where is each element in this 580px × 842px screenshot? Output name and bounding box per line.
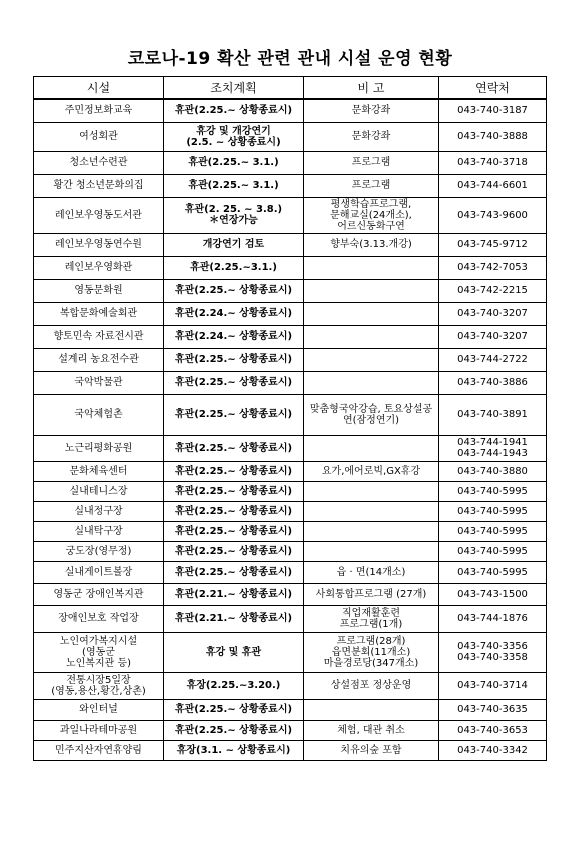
note-cell [304,348,439,371]
contact-cell: 043-740-5995 [439,481,547,501]
contact-cell: 043-740-3207 [439,302,547,325]
table-row [34,632,547,672]
note-cell: 평생학습프로그램, 문해교실(24개소), 어르신동화구연 [304,197,439,233]
table-row [34,541,547,561]
contact-cell: 043-740-3207 [439,325,547,348]
table-row [34,302,547,325]
note-cell: 프로그램 [304,151,439,174]
table-row [34,561,547,583]
note-cell: 프로그램(28개) 읍면분회(11개소) 마을경로당(347개소) [304,632,439,672]
table-row [34,256,547,279]
measure-cell: 휴강 및 휴관 [164,632,304,672]
table-row [34,325,547,348]
note-cell: 문화강좌 [304,122,439,151]
table-row [34,151,547,174]
measure-cell: 휴관(2.25.~ 상황종료시) [164,99,304,122]
facility-cell: 장애인보호 작업장 [34,605,164,632]
table-body [34,99,547,760]
measure-cell: 휴관(2.25.~ 3.1.) [164,151,304,174]
measure-cell: 휴장(3.1. ~ 상황종료시) [164,740,304,760]
measure-cell: 휴관(2.25.~ 상황종료시) [164,394,304,435]
table-row [34,233,547,256]
note-cell [304,541,439,561]
measure-cell: 휴관(2.25.~ 3.1.) [164,174,304,197]
contact-cell: 043-742-7053 [439,256,547,279]
facility-cell: 노인여가복지시설 (영동군 노인복지관 등) [34,632,164,672]
table-row [34,197,547,233]
table-row [34,394,547,435]
measure-cell: 휴관(2.24.~ 상황종료시) [164,302,304,325]
contact-cell: 043-740-3342 [439,740,547,760]
facility-cell: 영동문화원 [34,279,164,302]
facility-cell: 국악박물관 [34,371,164,394]
contact-cell: 043-743-9600 [439,197,547,233]
facility-cell: 실내정구장 [34,501,164,521]
table-row [34,481,547,501]
measure-cell: 휴관(2.25.~3.1.) [164,256,304,279]
table-header-row [34,77,547,100]
note-cell: 읍 · 면(14개소) [304,561,439,583]
contact-cell: 043-744-2722 [439,348,547,371]
measure-cell: 휴관(2. 25. ~ 3.8.) ＊연장가능 [164,197,304,233]
note-cell [304,699,439,720]
facility-cell: 전통시장5일장 (영동,용산,황간,상촌) [34,672,164,699]
contact-cell: 043-740-3880 [439,461,547,481]
facility-cell: 레인보우영동도서관 [34,197,164,233]
document-title: 코로나-19 확산 관련 관내 시설 운영 현황 [127,49,453,69]
contact-cell: 043-740-3886 [439,371,547,394]
table-row [34,501,547,521]
table-row [34,461,547,481]
facility-cell: 민주지산자연휴양림 [34,740,164,760]
measure-cell: 휴관(2.25.~ 상황종료시) [164,501,304,521]
facility-cell: 복합문화예술회관 [34,302,164,325]
contact-cell: 043-744-1941 043-744-1943 [439,435,547,461]
header-note: 비 고 [304,77,439,100]
table-row [34,740,547,760]
table-row [34,699,547,720]
contact-cell: 043-745-9712 [439,233,547,256]
contact-cell: 043-740-3888 [439,122,547,151]
measure-cell: 휴관(2.25.~ 상황종료시) [164,279,304,302]
contact-cell: 043-740-5995 [439,541,547,561]
measure-cell: 휴장(2.25.~3.20.) [164,672,304,699]
contact-cell: 043-740-5995 [439,561,547,583]
measure-cell: 휴관(2.21.~ 상황종료시) [164,605,304,632]
note-cell: 직업재활훈련 프로그램(1개) [304,605,439,632]
table-row [34,583,547,605]
table-row [34,174,547,197]
header-measure: 조치계획 [164,77,304,100]
contact-cell: 043-740-3891 [439,394,547,435]
note-cell: 사회통합프로그램 (27개) [304,583,439,605]
note-cell [304,256,439,279]
measure-cell: 휴강 및 개강연기 (2.5. ~ 상황종료시) [164,122,304,151]
contact-cell: 043-740-3714 [439,672,547,699]
facility-cell: 궁도장(영무정) [34,541,164,561]
note-cell [304,302,439,325]
measure-cell: 휴관(2.25.~ 상황종료시) [164,461,304,481]
contact-cell: 043-742-2215 [439,279,547,302]
facility-cell: 영동군 장애인복지관 [34,583,164,605]
facility-cell: 국악체험촌 [34,394,164,435]
measure-cell: 휴관(2.25.~ 상황종료시) [164,435,304,461]
facility-cell: 황간 청소년문화의집 [34,174,164,197]
note-cell: 체험, 대관 취소 [304,720,439,740]
measure-cell: 휴관(2.25.~ 상황종료시) [164,521,304,541]
table-row [34,435,547,461]
note-cell: 향부숙(3.13.개강) [304,233,439,256]
facility-cell: 과일나라테마공원 [34,720,164,740]
note-cell: 맞춤형국악강습, 토요상설공연(잠정연기) [304,394,439,435]
facility-status-table [33,76,547,761]
table-row [34,122,547,151]
table-row [34,521,547,541]
contact-cell: 043-740-3635 [439,699,547,720]
contact-cell: 043-740-5995 [439,521,547,541]
facility-cell: 문화체육센터 [34,461,164,481]
table-row [34,605,547,632]
facility-cell: 실내테니스장 [34,481,164,501]
header-contact: 연락처 [439,77,547,100]
measure-cell: 휴관(2.25.~ 상황종료시) [164,541,304,561]
note-cell [304,521,439,541]
measure-cell: 휴관(2.25.~ 상황종료시) [164,720,304,740]
facility-cell: 와인터널 [34,699,164,720]
facility-cell: 향토민속 자료전시관 [34,325,164,348]
note-cell: 치유의숲 포함 [304,740,439,760]
note-cell [304,371,439,394]
table-row [34,672,547,699]
note-cell: 프로그램 [304,174,439,197]
facility-cell: 여성회관 [34,122,164,151]
contact-cell: 043-740-5995 [439,501,547,521]
measure-cell: 개강연기 검토 [164,233,304,256]
table-row [34,99,547,122]
facility-cell: 주민정보화교육 [34,99,164,122]
measure-cell: 휴관(2.25.~ 상황종료시) [164,371,304,394]
contact-cell: 043-743-1500 [439,583,547,605]
measure-cell: 휴관(2.25.~ 상황종료시) [164,481,304,501]
contact-cell: 043-740-3356 043-740-3358 [439,632,547,672]
note-cell: 요가,에어로빅,GX휴강 [304,461,439,481]
facility-cell: 레인보우영동연수원 [34,233,164,256]
facility-cell: 청소년수련관 [34,151,164,174]
facility-cell: 실내탁구장 [34,521,164,541]
measure-cell: 휴관(2.25.~ 상황종료시) [164,699,304,720]
contact-cell: 043-740-3187 [439,99,547,122]
header-facility: 시설 [34,77,164,100]
measure-cell: 휴관(2.25.~ 상황종료시) [164,348,304,371]
note-cell [304,501,439,521]
table-row [34,348,547,371]
facility-cell: 실내게이트볼장 [34,561,164,583]
note-cell: 문화강좌 [304,99,439,122]
contact-cell: 043-740-3718 [439,151,547,174]
table-row [34,371,547,394]
measure-cell: 휴관(2.25.~ 상황종료시) [164,561,304,583]
measure-cell: 휴관(2.24.~ 상황종료시) [164,325,304,348]
note-cell [304,481,439,501]
table-row [34,279,547,302]
note-cell: 상설점포 정상운영 [304,672,439,699]
facility-cell: 레인보우영화관 [34,256,164,279]
note-cell [304,435,439,461]
table-row [34,720,547,740]
contact-cell: 043-744-6601 [439,174,547,197]
contact-cell: 043-740-3653 [439,720,547,740]
contact-cell: 043-744-1876 [439,605,547,632]
note-cell [304,325,439,348]
facility-cell: 노근리평화공원 [34,435,164,461]
measure-cell: 휴관(2.21.~ 상황종료시) [164,583,304,605]
facility-cell: 설계리 농요전수관 [34,348,164,371]
note-cell [304,279,439,302]
